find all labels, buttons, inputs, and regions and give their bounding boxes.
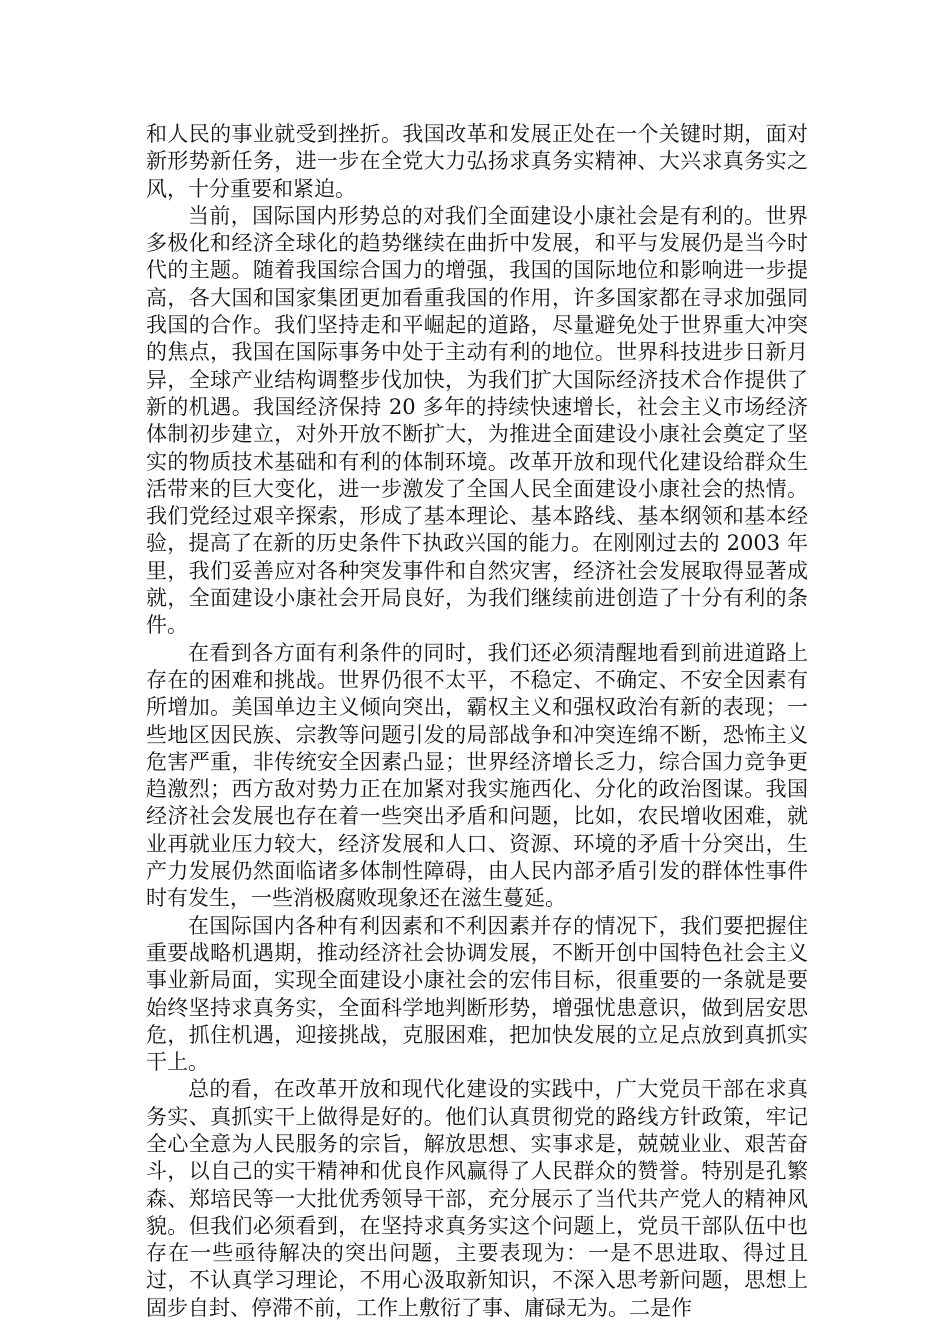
- document-page: [146, 121, 808, 1322]
- paragraph-5: 总的看，在改革开放和现代化建设的实践中，广大党员干部在求真务实、真抓实干上做得是好的。他们认真贯彻党的路线方针政策，牢记全心全意为人民服务的宗旨，解放思想、实事求是，兢兢业业、艰苦奋斗，以自己的实干精神和优良作风赢得了人民群众的赞誉。特别是孔繁森、郑培民等一大批优秀领导干部，充分展示了当代共产党人的精神风貌。但我们必须看到，在坚持求真务实这个问题上，党员干部队伍中也存在一些亟待解决的突出问题，主要表现为：一是不思进取、得过且过，不认真学习理论，不用心汲取新知识，不深入思考新问题，思想上固步自封、停滞不前，工作上敷衍了事、庸碌无为。二是作: [146, 1077, 808, 1320]
- paragraph-2: 当前，国际国内形势总的对我们全面建设小康社会是有利的。世界多极化和经济全球化的趋势继续在曲折中发展，和平与发展仍是当今时代的主题。随着我国综合国力的增强，我国的国际地位和影响进一步提高，各大国和国家集团更加看重我国的作用，许多国家都在寻求加强同我国的合作。我们坚持走和平崛起的道路，尽量避免处于世界重大冲突的焦点，我国在国际事务中处于主动有利的地位。世界科技进步日新月异，全球产业结构调整步伐加快，为我们扩大国际经济技术合作提供了新的机遇。我国经济保持 20 多年的持续快速增长，社会主义市场经济体制初步建立，对外开放不断扩大，为推进全面建设小康社会奠定了坚实的物质技术基础和有利的体制环境。改革开放和现代化建设给群众生活带来的巨大变化，进一步激发了全国人民全面建设小康社会的热情。我们党经过艰辛探索，形成了基本理论、基本路线、基本纲领和基本经验，提高了在新的历史条件下执政兴国的能力。在刚刚过去的 2003 年里，我们妥善应对各种突发事件和自然灾害，经济社会发展取得显著成就，全面建设小康社会开局良好，为我们继续前进创造了十分有利的条件。: [146, 203, 808, 638]
- paragraph-1: 和人民的事业就受到挫折。我国改革和发展正处在一个关键时期，面对新形势新任务，进一步在全党大力弘扬求真务实精神、大兴求真务实之风，十分重要和紧迫。: [146, 122, 808, 201]
- paragraph-4: 在国际国内各种有利因素和不利因素并存的情况下，我们要把握住重要战略机遇期，推动经济社会协调发展，不断开创中国特色社会主义事业新局面，实现全面建设小康社会的宏伟目标，很重要的一条就是要始终坚持求真务实，全面科学地判断形势，增强忧患意识，做到居安思危，抓住机遇，迎接挑战，克服困难，把加快发展的立足点放到真抓实干上。: [146, 913, 808, 1075]
- paragraph-3: 在看到各方面有利条件的同时，我们还必须清醒地看到前进道路上存在的困难和挑战。世界仍很不太平，不稳定、不确定、不安全因素有所增加。美国单边主义倾向突出，霸权主义和强权政治有新的表现；一些地区因民族、宗教等问题引发的局部战争和冲突连绵不断，恐怖主义危害严重，非传统安全因素凸显；世界经济增长乏力，综合国力竞争更趋激烈；西方敌对势力正在加紧对我实施西化、分化的政治图谋。我国经济社会发展也存在着一些突出矛盾和问题，比如，农民增收困难，就业再就业压力较大，经济发展和人口、资源、环境的矛盾十分突出，生产力发展仍然面临诸多体制性障碍，由人民内部矛盾引发的群体性事件时有发生，一些消极腐败现象还在滋生蔓延。: [146, 640, 808, 911]
